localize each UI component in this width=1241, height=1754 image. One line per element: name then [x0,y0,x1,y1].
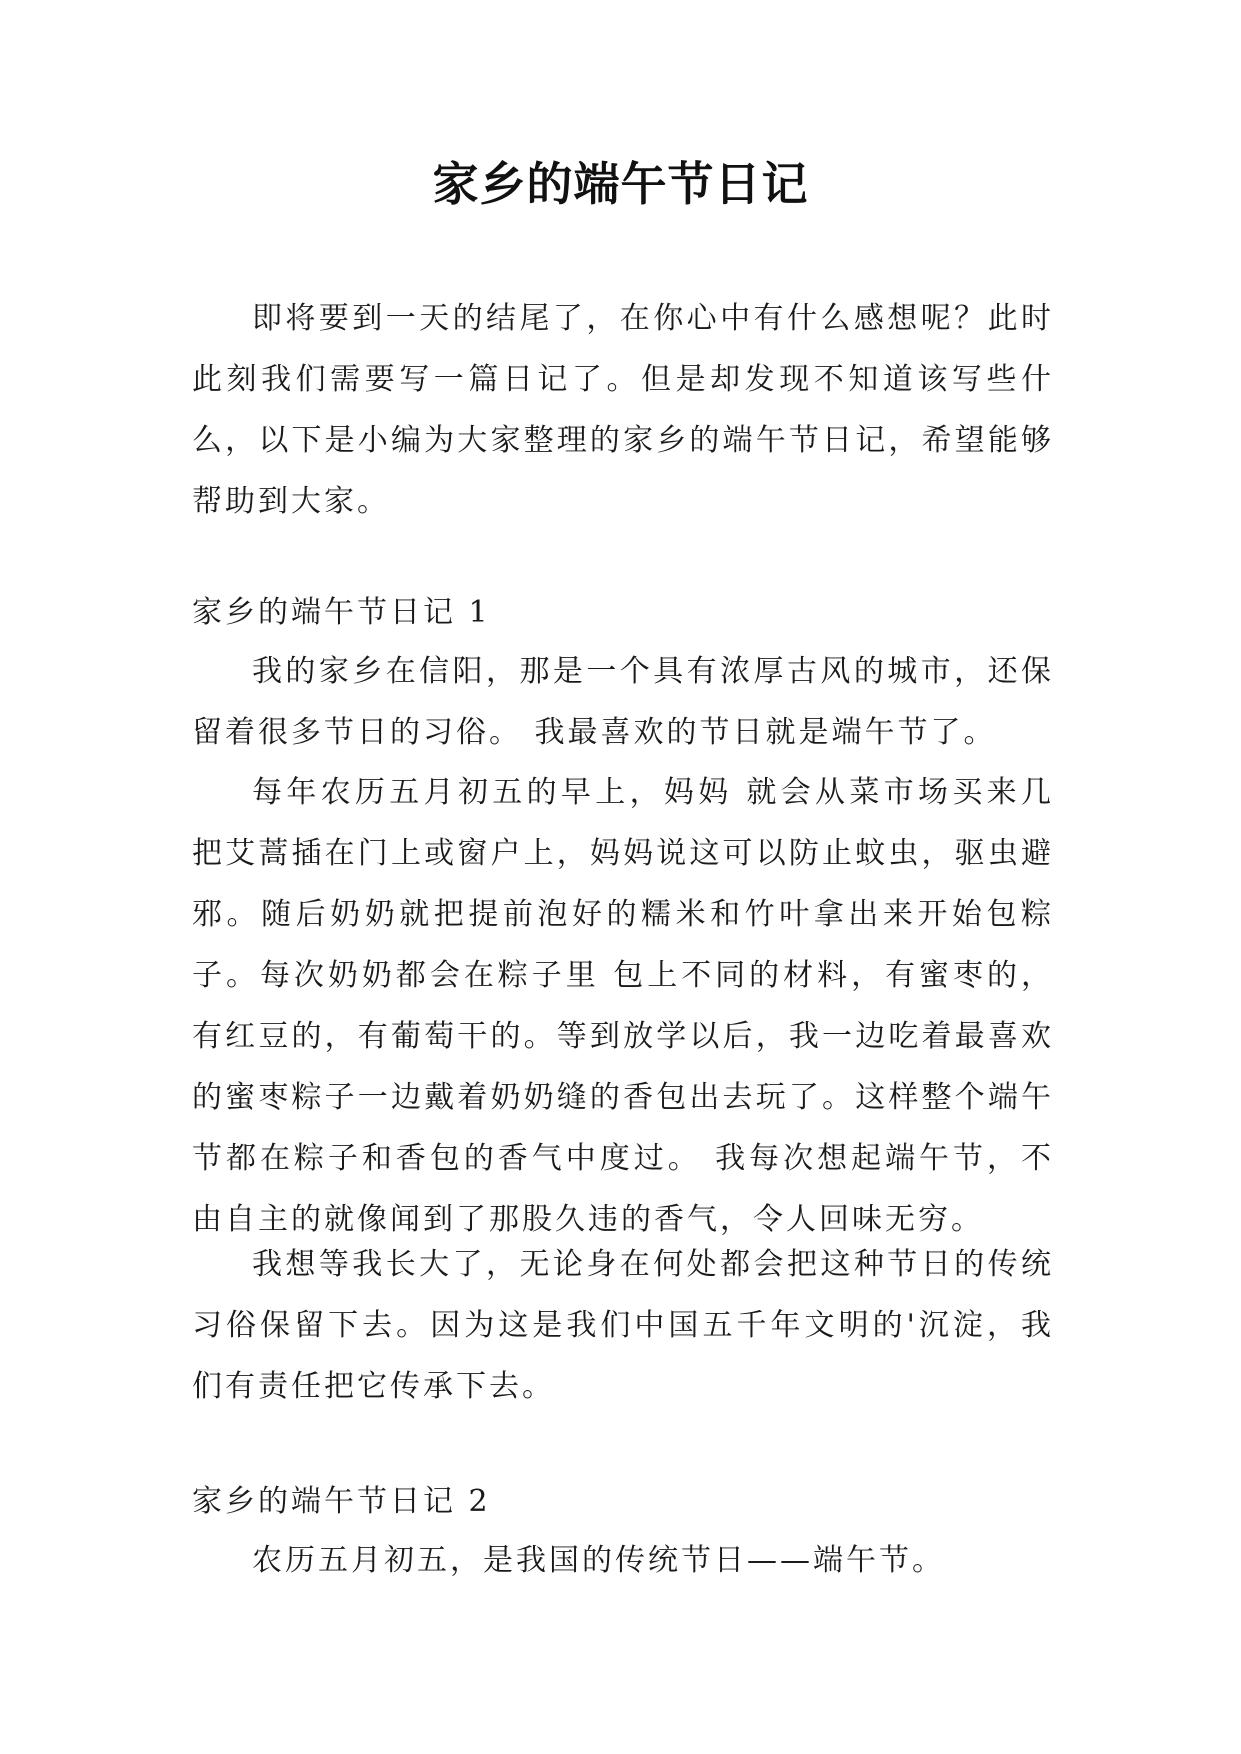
section-paragraph: 农历五月初五，是我国的传统节日——端午节。 [252,1543,945,1578]
intro-block [192,288,1054,532]
page-title: 家乡的端午节日记 [432,157,809,211]
section-1-paragraph-1-block [192,641,1054,763]
section-1-paragraph-2-block [192,762,1054,1250]
section-2-paragraph-1-block [192,1530,1054,1591]
intro-paragraph: 即将要到一天的结尾了，在你心中有什么感想呢？此时此刻我们需要写一篇日记了。但是却发现不知道该写些什么，以下是小编为大家整理的家乡的端午节日记，希望能够帮助到大家。 [192,301,1054,519]
section-1 [192,582,1054,643]
section-1-paragraph-3-block [192,1234,1054,1417]
section-heading: 家乡的端午节日记 1 [192,595,491,630]
section-2 [192,1471,1054,1532]
section-heading: 家乡的端午节日记 2 [192,1484,491,1519]
section-paragraph: 每年农历五月初五的早上，妈妈 就会从菜市场买来几把艾蒿插在门上或窗户上，妈妈说这可以防止蚊虫，驱虫避邪。随后奶奶就把提前泡好的糯米和竹叶拿出来开始包粽子。每次奶奶都会在粽子里 包上不同的材料，有蜜枣的，有红豆的，有葡萄干的。等到放学以后，我一边吃着最喜欢的蜜枣粽子一边戴着奶奶缝的香包出去玩了。这样整个端午节都在粽子和香包的香气中度过。 我每次想起端午节，不由自主的就像闻到了那股久违的香气，令人回味无穷。 [192,775,1054,1237]
section-paragraph: 我想等我长大了，无论身在何处都会把这种节日的传统习俗保留下去。因为这是我们中国五千年文明的'沉淀，我们有责任把它传承下去。 [192,1247,1054,1404]
section-paragraph: 我的家乡在信阳，那是一个具有浓厚古风的城市，还保留着很多节日的习俗。 我最喜欢的节日就是端午节了。 [192,654,1054,750]
